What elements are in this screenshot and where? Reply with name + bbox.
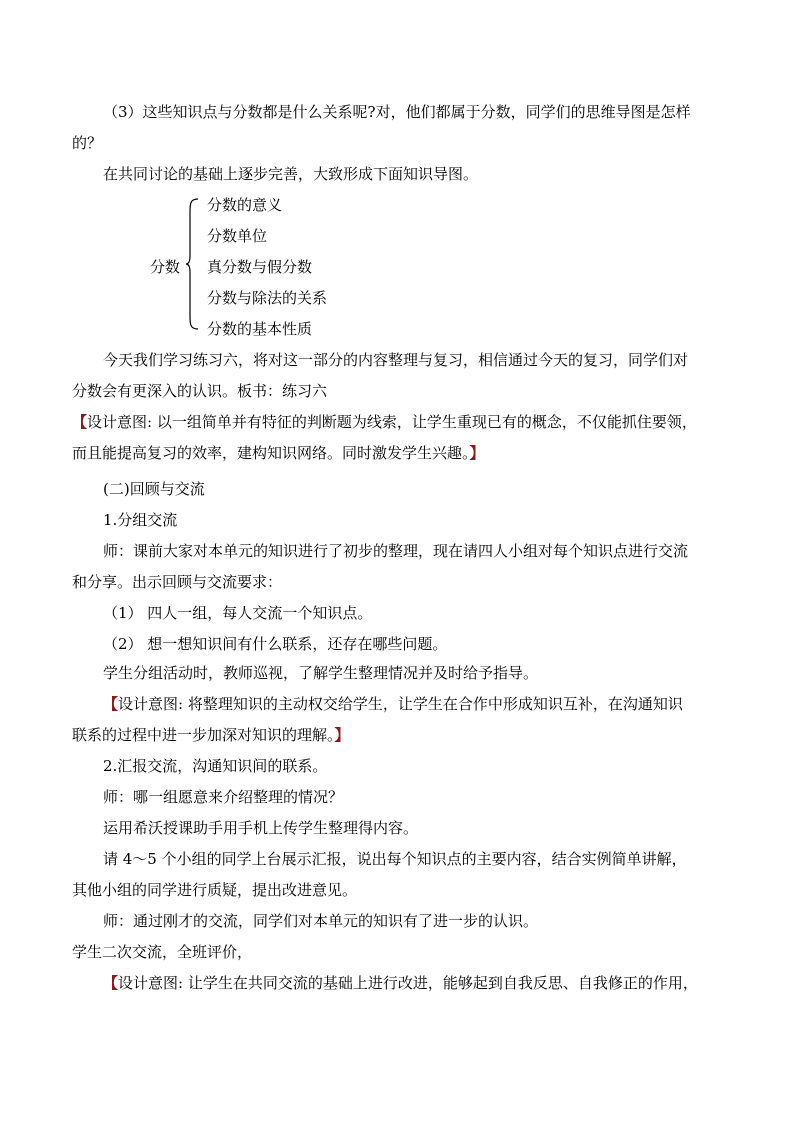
design-intent [72,411,697,433]
paragraph-line: 学生二次交流，全班评价， [72,943,253,961]
paragraph-line: 其他小组的同学进行质疑，提出改进意见。 [72,881,358,899]
mind-map-item: 分数与除法的关系 [207,289,328,307]
mind-map-item: 分数的意义 [207,196,283,214]
mind-map-root: 分数 [150,258,181,276]
paragraph-line: 今天我们学习练习六，将对这一部分的内容整理与复习，相信通过今天的复习，同学们对 [103,351,689,369]
design-intent-text: 设计意图: 将整理知识的主动权交给学生，让学生在合作中形成知识互补，在沟通知识 [118,695,683,713]
curly-brace-icon [185,198,199,330]
paragraph-line: 的？ [72,134,103,152]
paragraph-line: （3）这些知识点与分数都是什么关系呢?对，他们都属于分数，同学们的思维导图是怎样 [103,103,691,121]
design-intent [72,724,350,746]
sub-heading: 1.分组交流 [103,511,178,529]
mind-map-item: 分数单位 [207,227,268,245]
bracket-close: 】 [469,444,485,462]
requirement-item: （1） 四人一组，每人交流一个知识点。 [103,604,373,622]
design-intent-text: 设计意图: 让学生在共同交流的基础上进行改进，能够起到自我反思、自我修正的作用， [118,974,698,992]
paragraph-line: 和分享。出示回顾与交流要求： [72,573,283,591]
mind-map-item: 分数的基本性质 [207,320,313,338]
design-intent [103,693,683,715]
paragraph-line: 师：哪一组愿意来介绍整理的情况？ [103,788,344,806]
requirement-item: （2） 想一想知识间有什么联系，还存在哪些问题。 [103,635,448,653]
paragraph-line: 学生分组活动时，教师巡视，了解学生整理情况并及时给予指导。 [103,664,539,682]
paragraph-line: 请 4～5 个小组的同学上台展示汇报，说出每个知识点的主要内容，结合实例简单讲解， [103,850,687,868]
design-intent-text: 联系的过程中进一步加深对知识的理解。 [72,726,335,744]
bracket-close: 】 [334,726,350,744]
paragraph-line: 运用希沃授课助手用手机上传学生整理得内容。 [103,819,419,837]
paragraph-line: 分数会有更深入的认识。板书：练习六 [72,382,328,400]
design-intent-text: 而且能提高复习的效率，建构知识网络。同时激发学生兴趣。 [72,444,470,462]
design-intent-text: 设计意图: 以一组简单并有特征的判断题为线索，让学生重现已有的概念，不仅能抓住要领， [87,413,697,431]
bracket-open: 【 [72,413,88,431]
bracket-open: 【 [103,695,119,713]
section-heading: (二)回顾与交流 [103,480,205,498]
bracket-open: 【 [103,974,119,992]
design-intent [103,972,698,994]
paragraph-line: 在共同讨论的基础上逐步完善，大致形成下面知识导图。 [103,165,479,183]
paragraph-line: 师：通过刚才的交流，同学们对本单元的知识有了进一步的认识。 [103,912,539,930]
mind-map-item: 真分数与假分数 [207,258,313,276]
paragraph-line: 师：课前大家对本单元的知识进行了初步的整理，现在请四人小组对每个知识点进行交流 [103,542,689,560]
design-intent [72,442,485,464]
sub-heading: 2.汇报交流，沟通知识间的联系。 [103,757,328,775]
